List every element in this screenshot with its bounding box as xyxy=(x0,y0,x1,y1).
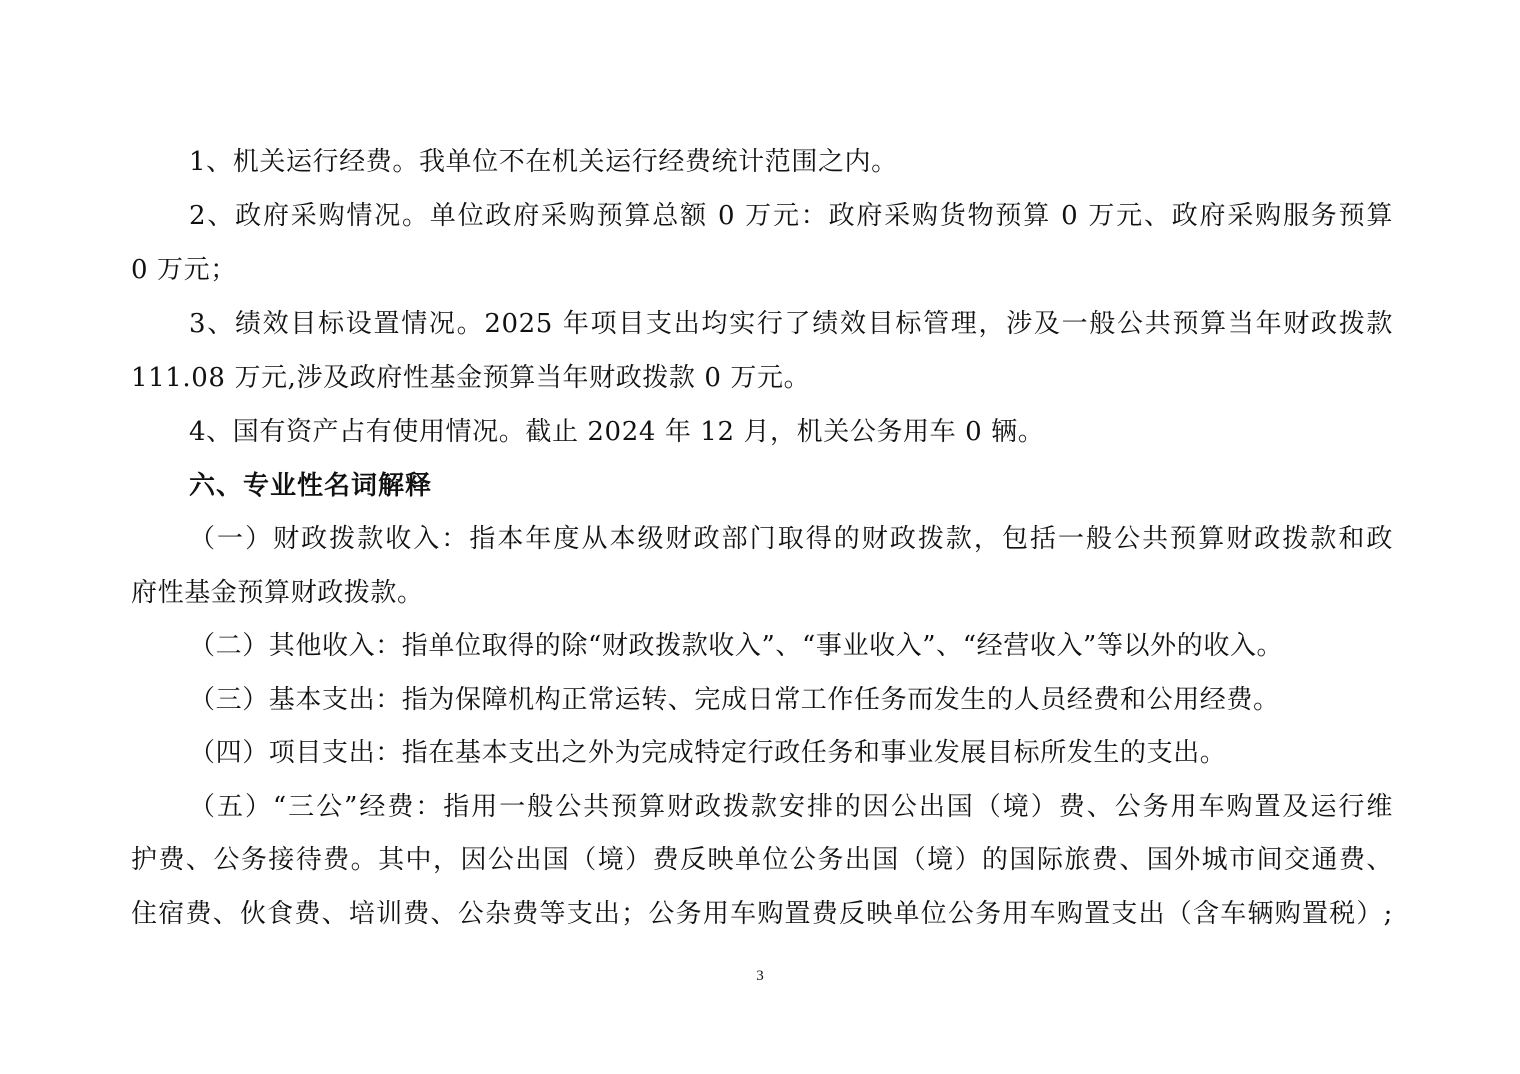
paragraph-4-line-1: 4、国有资产占有使用情况。截止 2024 年 12 月，机关公务用车 0 辆。 xyxy=(189,417,1045,447)
paragraph-1-line-1: 1、机关运行经费。我单位不在机关运行经费统计范围之内。 xyxy=(189,147,898,177)
definition-1-line-1: （一）财政拨款收入：指本年度从本级财政部门取得的财政拨款，包括一般公共预算财政拨款和政 xyxy=(189,524,1393,554)
definition-2-line-1: （二）其他收入：指单位取得的除“财政拨款收入”、“事业收入”、“经营收入”等以外的收入。 xyxy=(189,631,1284,661)
definition-3-line-1: （三）基本支出：指为保障机构正常运转、完成日常工作任务而发生的人员经费和公用经费。 xyxy=(189,685,1280,715)
page-number: 3 xyxy=(756,968,764,984)
paragraph-3-line-2: 111.08 万元,涉及政府性基金预算当年财政拨款 0 万元。 xyxy=(131,363,811,393)
section-6-heading: 六、专业性名词解释 xyxy=(189,471,433,501)
paragraph-2-line-1: 2、政府采购情况。单位政府采购预算总额 0 万元：政府采购货物预算 0 万元、政府采购服务预算 xyxy=(189,201,1393,231)
definition-5-line-1: （五）“三公”经费：指用一般公共预算财政拨款安排的因公出国（境）费、公务用车购置及运行维 xyxy=(189,792,1393,822)
paragraph-3-line-1: 3、绩效目标设置情况。2025 年项目支出均实行了绩效目标管理，涉及一般公共预算当年财政拨款 xyxy=(189,309,1393,339)
definition-1-line-2: 府性基金预算财政拨款。 xyxy=(131,578,424,608)
definition-5-line-2: 护费、公务接待费。其中，因公出国（境）费反映单位公务出国（境）的国际旅费、国外城市间交通费、 xyxy=(131,845,1393,875)
paragraph-2-line-2: 0 万元； xyxy=(131,255,237,285)
definition-4-line-1: （四）项目支出：指在基本支出之外为完成特定行政任务和事业发展目标所发生的支出。 xyxy=(189,738,1227,768)
definition-5-line-3: 住宿费、伙食费、培训费、公杂费等支出；公务用车购置费反映单位公务用车购置支出（含车辆购置税）; xyxy=(131,899,1393,929)
